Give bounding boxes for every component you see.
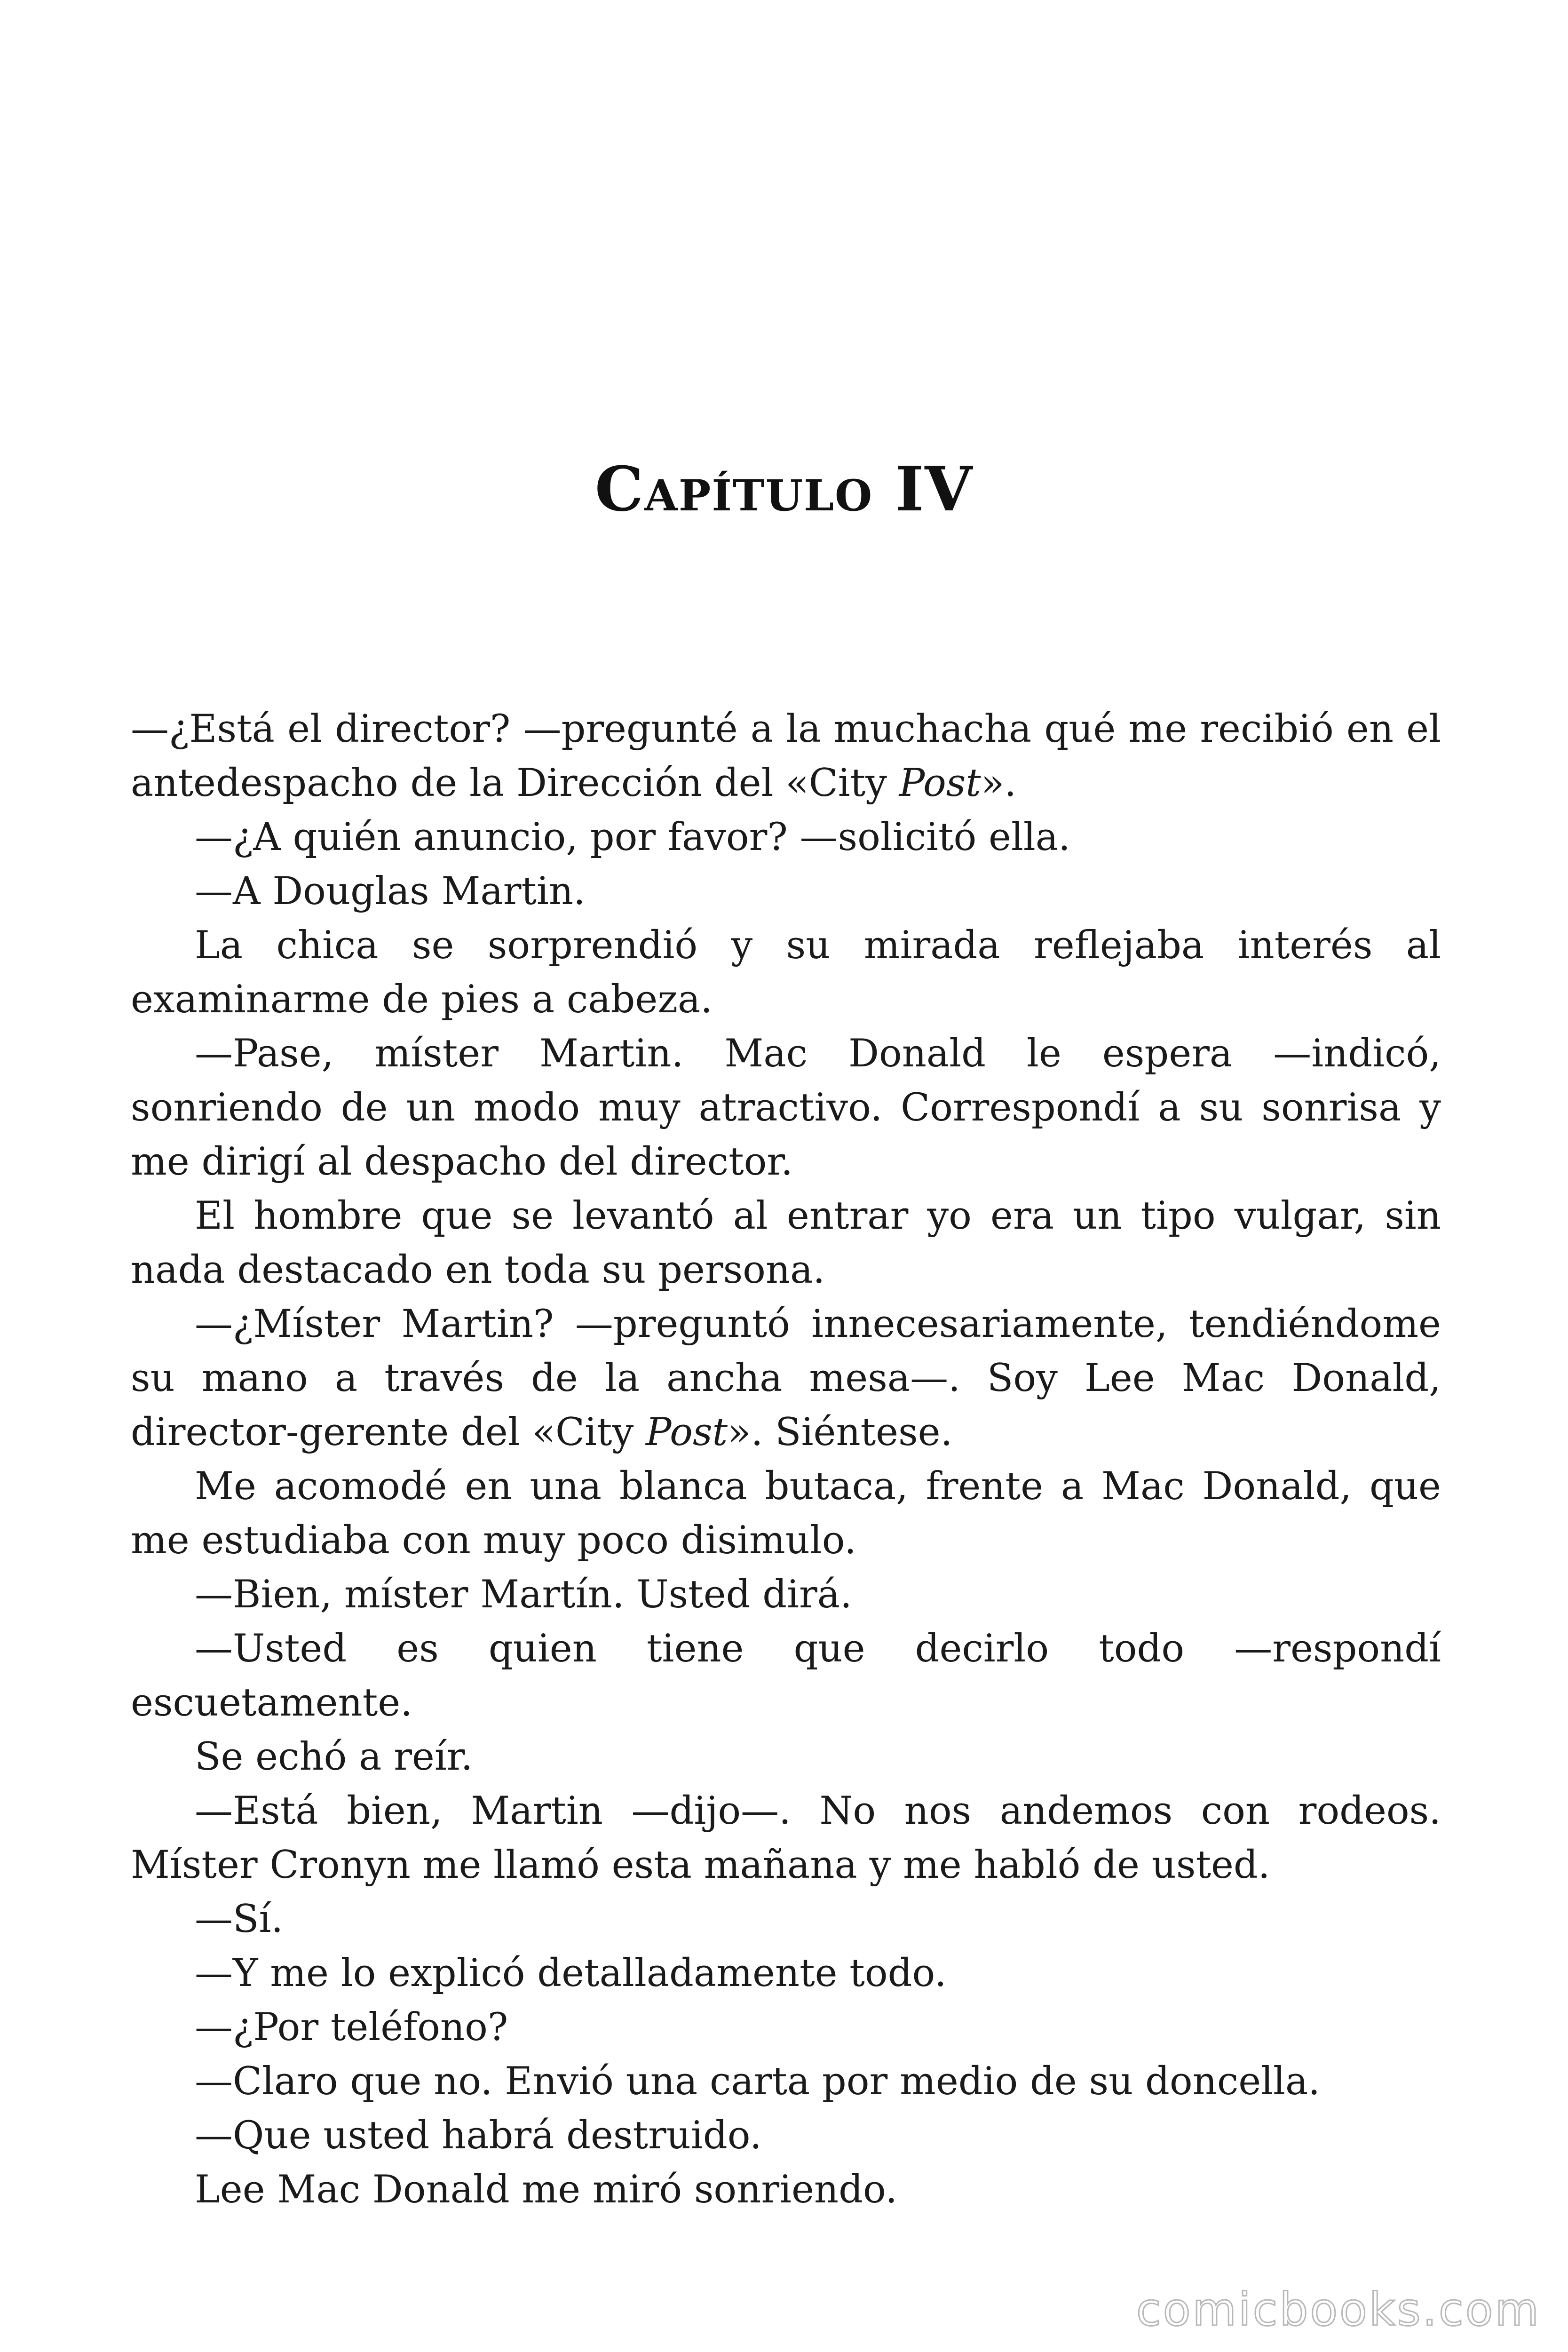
paragraph-text: La chica se sorprendió y su mirada reflejaba interés al examinarme de pies a cabeza. [131,923,1441,1022]
paragraph-text: —Claro que no. Envió una carta por medio de su doncella. [195,2059,1320,2104]
italic-text: Post [645,1410,728,1454]
paragraph [131,1947,1441,2001]
body-text [131,702,1441,2217]
paragraph-text: —¿A quién anuncio, por favor? —solicitó ella. [195,815,1070,859]
paragraph-text: —¿Por teléfono? [195,2005,508,2050]
paragraph [131,1730,1441,1784]
paragraph-text: ». Siéntese. [728,1410,953,1454]
paragraph-text: —Bien, míster Martín. Usted dirá. [195,1573,852,1617]
paragraph [131,1784,1441,1892]
paragraph [131,2055,1441,2109]
paragraph-text: —Que usted habrá destruido. [195,2114,762,2158]
paragraph [131,865,1441,919]
paragraph-text: —Usted es quien tiene que decirlo todo —respondí escuetamente. [131,1627,1441,1725]
paragraph [131,2163,1441,2217]
chapter-title: Capítulo IV [594,453,974,525]
paragraph-text: —Y me lo explicó detalladamente todo. [195,1951,947,1995]
paragraph [131,1622,1441,1730]
paragraph [131,2001,1441,2055]
paragraph [131,919,1441,1027]
paragraph-text: —¿Está el director? —pregunté a la muchacha qué me recibió en el antedespacho de la Dirección del «City [131,707,1441,805]
paragraph-text: Lee Mac Donald me miró sonriendo. [195,2168,898,2212]
paragraph-text: El hombre que se levantó al entrar yo era un tipo vulgar, sin nada destacado en toda su persona. [131,1194,1441,1292]
paragraph-text: ». [981,761,1017,805]
watermark: comicbooks.com [1136,2283,1541,2336]
paragraph-text: —A Douglas Martin. [195,869,586,914]
paragraph-text: —¿Míster Martin? —preguntó innecesariamente, tendiéndome su mano a través de la ancha mesa—. Soy Lee Mac Donald, director-gerente del «City [131,1302,1441,1454]
paragraph [131,810,1441,865]
paragraph-text: —Pase, míster Martin. Mac Donald le espera —indicó, sonriendo de un modo muy atractivo. Correspondí a su sonrisa y me dirigí al despacho del director. [131,1032,1441,1184]
paragraph-text: Me acomodé en una blanca butaca, frente a Mac Donald, que me estudiaba con muy poco disimulo. [131,1464,1441,1563]
italic-text: Post [899,761,981,805]
paragraph [131,1297,1441,1460]
paragraph [131,1460,1441,1568]
paragraph [131,1027,1441,1189]
paragraph [131,1189,1441,1297]
paragraph-text: Se echó a reír. [195,1735,473,1779]
paragraph [131,2109,1441,2163]
paragraph-text: —Está bien, Martin —dijo—. No nos andemos con rodeos. Míster Cronyn me llamó esta mañana y me habló de usted. [131,1789,1441,1887]
paragraph-text: —Sí. [195,1897,284,1941]
paragraph [131,1892,1441,1947]
paragraph [131,702,1441,810]
paragraph [131,1568,1441,1622]
